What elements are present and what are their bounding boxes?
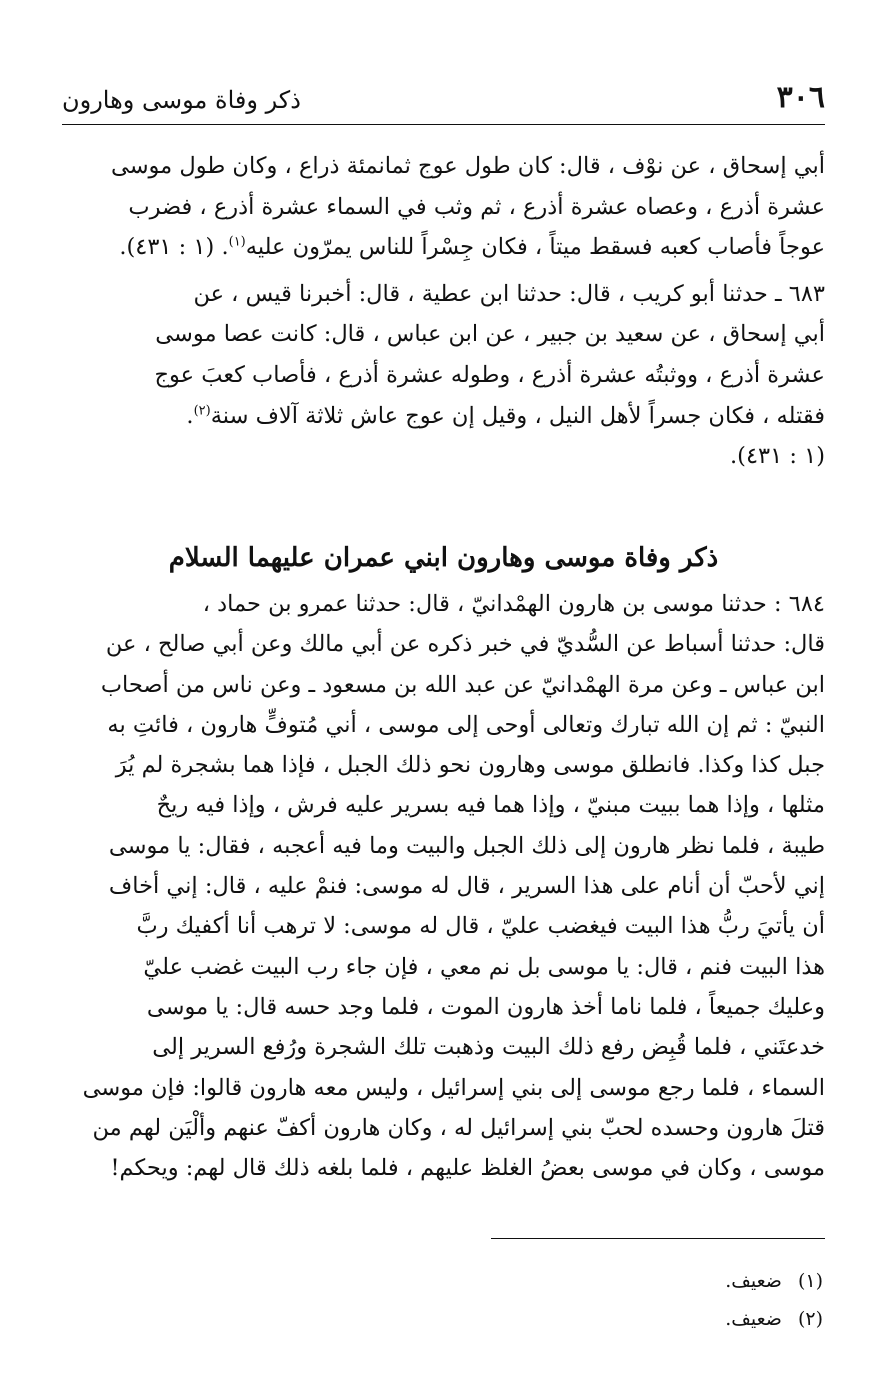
text-line: موسى ، وكان في موسى بعضُ الغلظ عليهم ، فلما بلغه ذلك قال لهم: ويحكم! — [110, 1155, 825, 1182]
text-line: إني لأحبّ أن أنام على هذا السرير ، قال له موسى: فنمْ عليه ، قال: إني أخاف — [108, 873, 825, 900]
footnotes — [423, 1262, 823, 1338]
text-line: قتلَ هارون وحسده لحبّ بني إسرائيل له ، وكان هارون أكفّ عنهم وألْيَن لهم من — [92, 1114, 825, 1141]
text-line: أن يأتيَ ربُّ هذا البيت فيغضب عليّ ، قال له موسى: لا ترهب أنا أكفيك ربَّ — [136, 913, 825, 940]
top-text-block — [62, 146, 825, 477]
text-line: جبل كذا وكذا. فانطلق موسى وهارون نحو ذلك الجبل ، فإذا هما بشجرة لم يُرَ — [115, 752, 825, 779]
text-line: وعليك جميعاً ، فلما ناما أخذ هارون الموت ، فلما وجد حسه قال: يا موسى — [146, 993, 825, 1020]
text-line: أبي إسحاق ، عن سعيد بن جبير ، عن ابن عباس ، قال: كانت عصا موسى — [155, 321, 825, 348]
section-heading: ذكر وفاة موسى وهارون ابني عمران عليهما السلام — [168, 543, 719, 573]
running-header — [62, 78, 825, 125]
text-line: خدعتَني ، فلما قُبِض رفع ذلك البيت وذهبت تلك الشجرة ورُفع السرير إلى — [152, 1034, 825, 1061]
text-line: فقتله ، فكان جسراً لأهل النيل ، وقيل إن عوج عاش ثلاثة آلاف سنة$^{(٢)}$. — [186, 402, 825, 429]
footnote-divider — [491, 1238, 825, 1239]
text-line: عوجاً فأصاب كعبه فسقط ميتاً ، فكان جِسْراً للناس يمرّون عليه$^{(١)}$. (١ : ٤٣١). — [119, 234, 825, 261]
source-reference: . (١ : ٤٣١). — [119, 234, 229, 261]
text-line: هذا البيت فنم ، قال: يا موسى بل نم معي ، فإن جاء رب البيت غضب عليّ — [143, 953, 825, 980]
text-line: ٦٨٤ : حدثنا موسى بن هارون الهمْدانيّ ، قال: حدثنا عمرو بن حماد ، — [202, 591, 825, 617]
footnote-text: ضعيف. — [725, 1270, 782, 1292]
footnote-number: (١) — [797, 1270, 823, 1292]
text-line: أبي إسحاق ، عن نوْف ، قال: كان طول عوج ثمانمئة ذراع ، وكان طول موسى — [110, 153, 825, 179]
text-line: ابن عباس ـ وعن مرة الهمْدانيّ عن عبد الله بن مسعود ـ وعن ناس من أصحاب — [100, 671, 825, 698]
text-line — [62, 436, 825, 477]
footnote — [423, 1300, 823, 1338]
footnote-marker: (٢) — [193, 403, 211, 419]
text-line: النبيّ : ثم إن الله تبارك وتعالى أوحى إلى موسى ، أني مُتوفٍّ هارون ، فائتِ به — [107, 711, 825, 738]
footnote — [423, 1262, 823, 1300]
text-line: ٦٨٣ ـ حدثنا أبو كريب ، قال: حدثنا ابن عطية ، قال: أخبرنا قيس ، عن — [193, 280, 825, 307]
section-text-block — [62, 584, 825, 1188]
text-line: قال: حدثنا أسباط عن السُّديّ في خبر ذكره عن أبي مالك وعن أبي صالح ، عن — [105, 631, 825, 658]
footnote-marker: (١) — [228, 234, 246, 250]
text-line: طيبة ، فلما نظر هارون إلى ذلك الجبل والبيت وما فيه أعجبه ، فقال: يا موسى — [108, 832, 825, 859]
text-line: عشرة أذرع ، ووثبتُه عشرة أذرع ، وطوله عشرة أذرع ، فأصاب كعبَ عوج — [154, 361, 825, 388]
text-line: مثلها ، وإذا هما ببيت مبنيّ ، وإذا هما فيه بسرير عليه فرش ، وإذا فيه ريحٌ — [156, 792, 825, 819]
footnote-text: ضعيف. — [725, 1308, 782, 1330]
footnote-number: (٢) — [797, 1308, 823, 1330]
running-title: ذكر وفاة موسى وهارون — [62, 86, 301, 114]
page-number: ٣٠٦ — [776, 80, 825, 115]
text-line: عشرة أذرع ، وعصاه عشرة أذرع ، ثم وثب في السماء عشرة أذرع ، فضرب — [128, 193, 825, 220]
source-reference: (١ : ٤٣١). — [730, 443, 825, 470]
text-line: السماء ، فلما رجع موسى إلى بني إسرائيل ، وليس معه هارون قالوا: فإن موسى — [82, 1074, 825, 1101]
